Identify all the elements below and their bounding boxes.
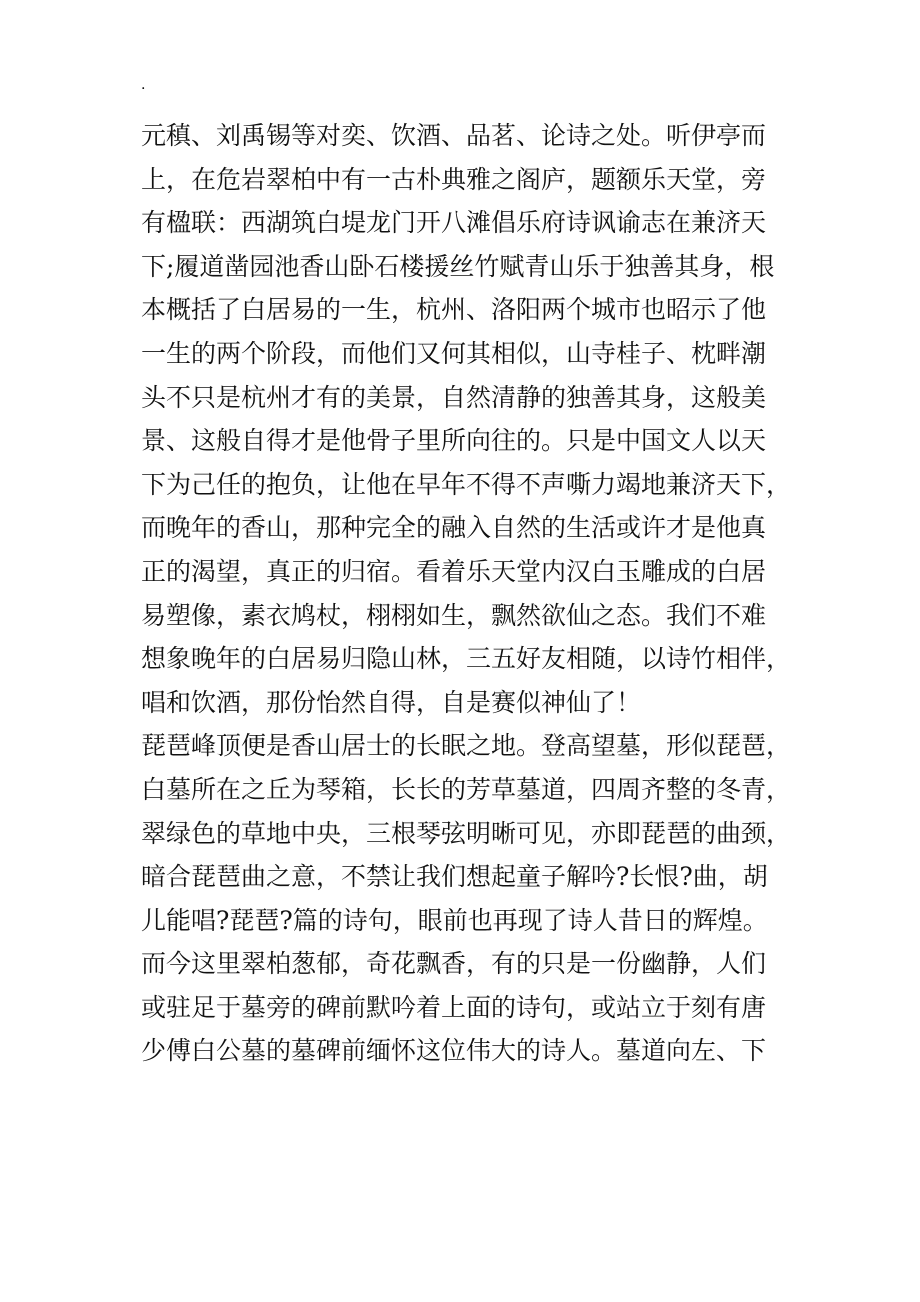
body-text — [141, 114, 791, 1073]
text-line: 想象晚年的白居易归隐山林，三五好友相随，以诗竹相伴， — [141, 644, 792, 674]
text-line: 元稹、刘禹锡等对奕、饮酒、品茗、论诗之处。听伊亭而 — [141, 121, 767, 150]
text-line: 白墓所在之丘为琴箱，长长的芳草墓道，四周齐整的冬青， — [141, 774, 792, 804]
text-line: 一生的两个阶段，而他们又何其相似，山寺桂子、枕畔潮 — [141, 338, 767, 368]
text-line: 或驻足于墓旁的碑前默吟着上面的诗句，或站立于刻有唐 — [141, 992, 767, 1022]
text-line: 而晚年的香山，那种完全的融入自然的生活或许才是他真 — [141, 513, 767, 543]
text-line: 琵琶峰顶便是香山居士的长眠之地。登高望墓，形似琵琶， — [141, 731, 792, 761]
text-line: 正的渴望，真正的归宿。看着乐天堂内汉白玉雕成的白居 — [141, 556, 767, 586]
text-line: 上，在危岩翠柏中有一古朴典雅之阁庐，题额乐天堂，旁 — [141, 164, 767, 194]
page-marker: . — [141, 77, 146, 93]
text-line: 翠绿色的草地中央，三根琴弦明晰可见，亦即琵琶的曲颈， — [141, 818, 792, 848]
text-line: 头不只是杭州才有的美景，自然清静的独善其身，这般美 — [141, 382, 767, 412]
text-line: 有楹联：西湖筑白堤龙门开八滩倡乐府诗讽谕志在兼济天 — [141, 208, 767, 238]
text-line: 下;履道凿园池香山卧石楼援丝竹赋青山乐于独善其身，根 — [141, 251, 775, 281]
text-line: 下为己任的抱负，让他在早年不得不声嘶力竭地兼济天下， — [141, 469, 792, 499]
text-line: 儿能唱?琵琶?篇的诗句，眼前也再现了诗人昔日的辉煌。 — [141, 905, 768, 935]
text-line: 景、这般自得才是他骨子里所向往的。只是中国文人以天 — [141, 426, 767, 456]
text-line: 少傅白公墓的墓碑前缅怀这位伟大的诗人。墓道向左、下 — [141, 1036, 767, 1066]
text-line: 本概括了白居易的一生，杭州、洛阳两个城市也昭示了他 — [141, 295, 767, 325]
text-line: 而今这里翠柏葱郁，奇花飘香，有的只是一份幽静，人们 — [141, 949, 767, 979]
text-line: 暗合琵琶曲之意，不禁让我们想起童子解吟?长恨?曲，胡 — [141, 862, 768, 892]
text-line: 易塑像，素衣鸠杖，栩栩如生，飘然欲仙之态。我们不难 — [141, 600, 767, 630]
text-line: 唱和饮酒，那份怡然自得，自是赛似神仙了！ — [141, 687, 642, 717]
